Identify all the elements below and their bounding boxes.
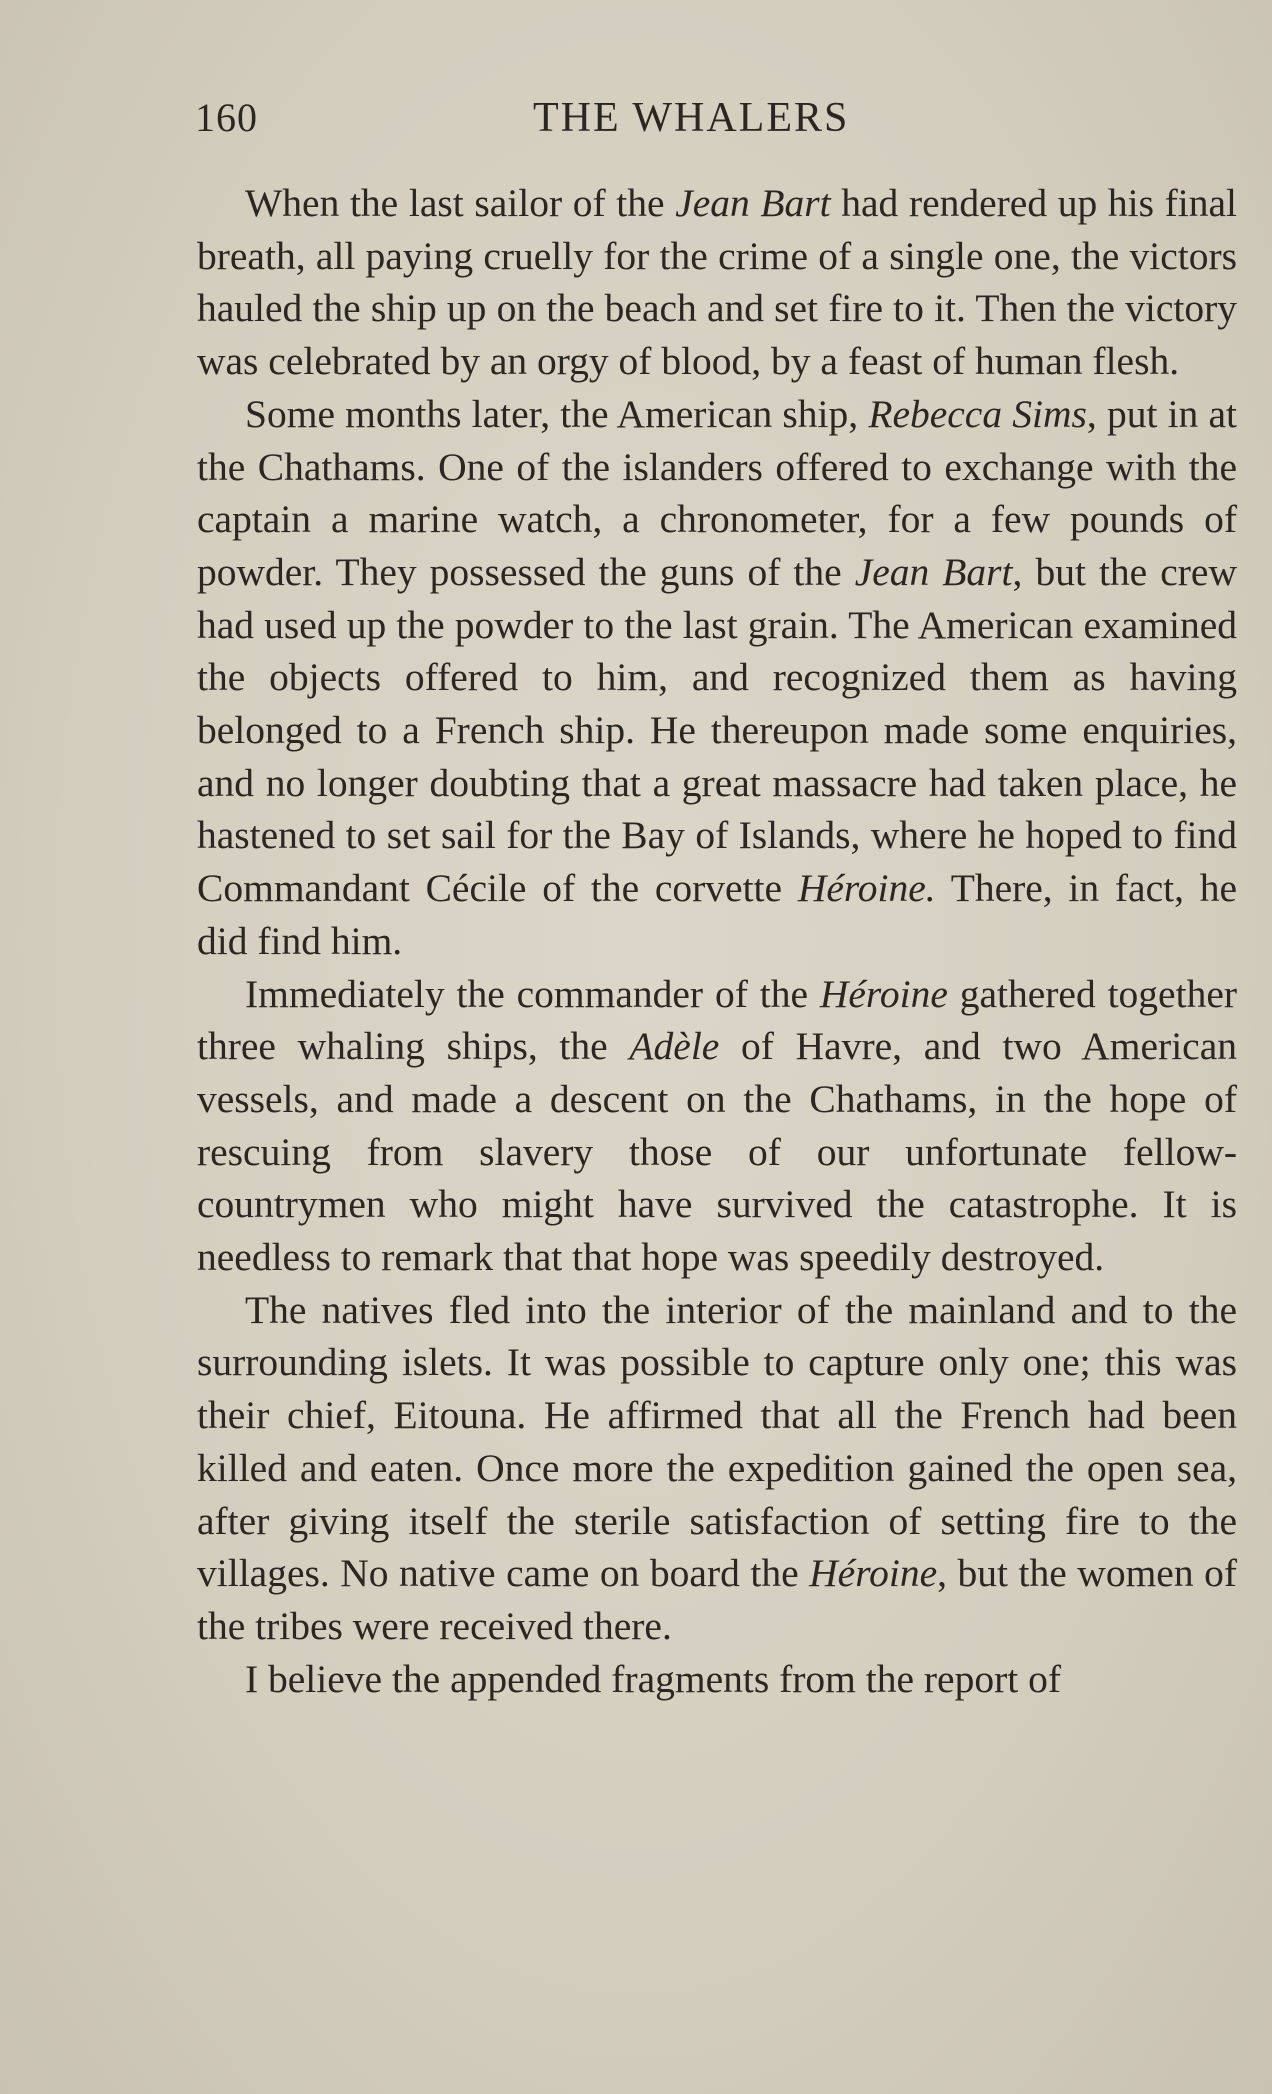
body-text (197, 177, 1237, 1705)
ship-name: Héroine. (797, 866, 936, 911)
ship-name: Rebecca Sims (868, 391, 1087, 436)
paragraph (197, 1653, 1237, 1706)
text-run: had rendered up his final breath, all paying cruelly for the crime of a single one, the victors hauled the ship up on the beach and set fire to it. Then the victory was celebrated by an orgy of blood, by a feast of human flesh. (197, 181, 1237, 384)
ship-name: Héroine (809, 1551, 938, 1596)
text-run: of Havre, and two American vessels, and made a descent on the Chathams, in the hope of rescuing from slavery those of our unfortunate fellow-countrymen who might have survived the catastrophe. It is needless to remark that that hope was speedily destroyed. (197, 1024, 1237, 1280)
text-run: When the last sailor of the (245, 181, 676, 225)
paragraph (197, 177, 1237, 388)
page-header (195, 88, 1235, 148)
text-run: I believe the appended fragments from the report of (245, 1656, 1061, 1701)
text-run: There, in fact, he did find him. (197, 866, 1237, 963)
text-run: Some months later, the American ship, (245, 391, 869, 436)
paragraph (197, 388, 1237, 968)
page-number: 160 (195, 95, 258, 140)
running-title: THE WHALERS (533, 95, 850, 141)
ship-name: Héroine (819, 971, 948, 1016)
text-run: , but the crew had used up the powder to the last grain. The American examined the objects offered to him, and recognized them as having belonged to a French ship. He thereupon made some enquiries, and no longer doubting that a great massacre had taken place, he hastened to set sail for the Bay of Islands, where he hoped to find Commandant Cécile of the corvette (197, 549, 1237, 911)
text-run: The natives fled into the interior of the mainland and to the surrounding islets. It was possible to capture only one; this was their chief, Eitouna. He affirmed that all the French had been killed and eaten. Once more the expedition gained the open sea, after giving itself the sterile satisfaction of setting fire to the villages. No native came on board the (197, 1287, 1237, 1596)
text-run: , but the women of the tribes were received there. (197, 1551, 1237, 1648)
text-run: Immediately the commander of the (245, 971, 820, 1016)
ship-name: Jean Bart (675, 181, 831, 225)
paragraph (197, 1284, 1237, 1653)
ship-name: Jean Bart (854, 549, 1013, 594)
ship-name: Adèle (629, 1024, 720, 1069)
text-run: gathered together three whaling ships, the (197, 971, 1237, 1069)
text-run: , put in at the Chathams. One of the islanders offered to exchange with the captain a marine watch, a chronometer, for a few pounds of powder. They possessed the guns of the (197, 391, 1237, 594)
paragraph (197, 968, 1237, 1284)
